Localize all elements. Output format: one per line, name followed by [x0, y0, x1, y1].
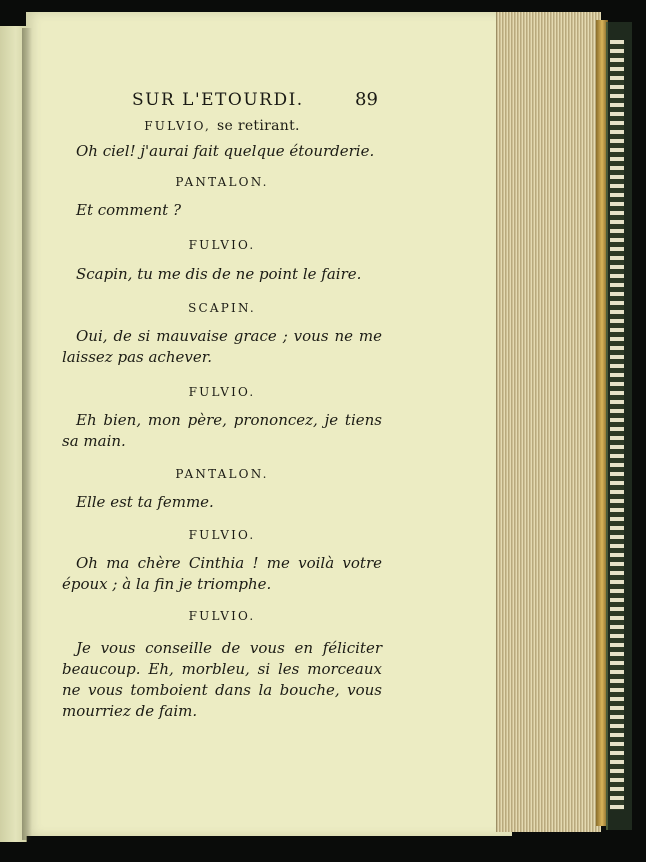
speech-line: Je vous conseille de vous en féliciter beaucoup. Eh, morbleu, si les morceaux ne vous tomboient dans la bouche, vous mourriez de faim. [62, 639, 382, 720]
speech-line: Et comment ? [76, 201, 181, 219]
speaker-name: FULVIO. [188, 385, 256, 399]
cover-ornament [610, 40, 624, 810]
speaker-label: FULVIO, [144, 119, 211, 133]
dialogue-text [62, 118, 382, 722]
dialogue-entry [62, 608, 382, 722]
speech-line: Scapin, tu me dis de ne point le faire. [76, 265, 362, 283]
speaker-name: FULVIO. [188, 238, 256, 252]
speech-line: Eh bien, mon père, prononcez, je tiens sa main. [62, 411, 382, 450]
page-number: 89 [355, 89, 378, 110]
dialogue-entry [62, 466, 382, 513]
dialogue-entry [62, 118, 382, 162]
speaker-name [62, 118, 382, 135]
page-block-edges [496, 12, 601, 832]
speech-line: Oui, de si mauvaise grace ; vous ne me laissez pas achever. [62, 327, 382, 366]
dialogue-entry [62, 300, 382, 368]
gutter-shadow [22, 28, 32, 840]
dialogue-entry [62, 384, 382, 452]
speech-line: Oh ma chère Cinthia ! me voilà votre époux ; à la fin je triomphe. [62, 554, 382, 593]
dialogue-entry [62, 527, 382, 595]
dialogue-entry [62, 237, 382, 285]
dialogue-entry [62, 174, 382, 221]
speaker-name: PANTALON. [175, 467, 269, 481]
stage-direction: se retirant. [217, 118, 300, 134]
speaker-name: PANTALON. [175, 175, 269, 189]
speech-line: Elle est ta femme. [76, 493, 214, 511]
speaker-name: SCAPIN. [188, 301, 256, 315]
speech-line: Oh ciel! j'aurai fait quelque étourderie. [76, 142, 375, 160]
running-head: SUR L'ETOURDI. [132, 90, 304, 110]
speaker-name: FULVIO. [188, 609, 256, 623]
speaker-name: FULVIO. [188, 528, 256, 542]
